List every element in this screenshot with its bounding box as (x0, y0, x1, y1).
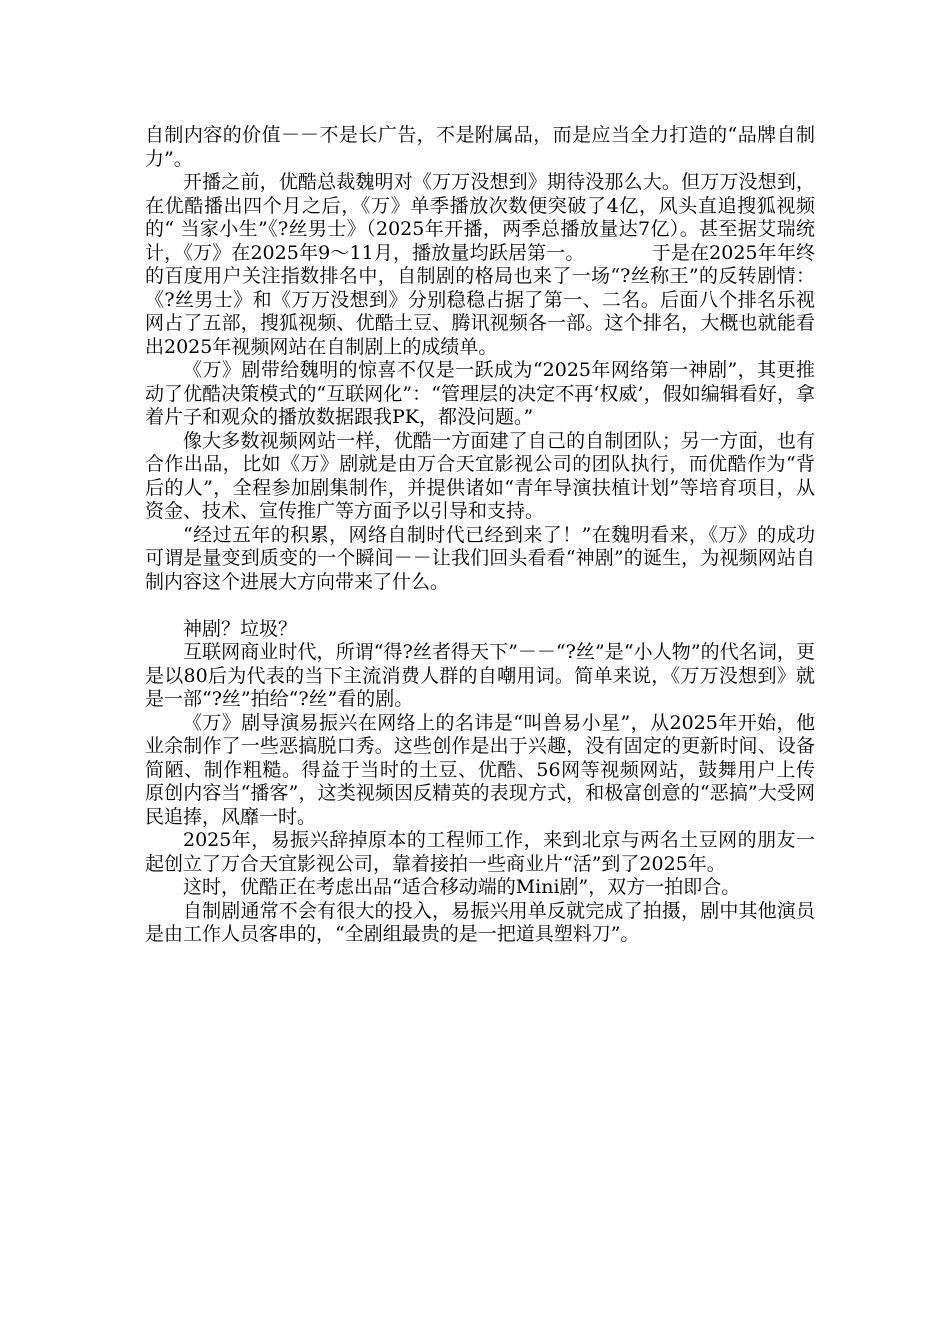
paragraph-4: 像大多数视频网站一样，优酷一方面建了自己的自制团队；另一方面，也有合作出品，比如《万》剧就是由万合天宜影视公司的团队执行，而优酷作为“背后的人”，全程参加剧集制作，并提供诸如“青年导演扶植计划”等培育项目，从资金、技术、宣传推广等方面予以引导和支持。 (145, 429, 815, 522)
paragraph-5: “经过五年的积累，网络自制时代已经到来了！”在魏明看来，《万》的成功可谓是量变到质变的一个瞬间－－让我们回头看看“神剧”的诞生，为视频网站自制内容这个进展大方向带来了什么。 (145, 523, 815, 593)
paragraph-7: 《万》剧导演易振兴在网络上的名讳是“叫兽易小星”，从2025年开始，他业余制作了一些恶搞脱口秀。这些创作是出于兴趣，没有固定的更新时间、设备简陋、制作粗糙。得益于当时的土豆、优酷、56网等视频网站，鼓舞用户上传原创内容当“播客”，这类视频因反精英的表现方式，和极富创意的“恶搞”大受网民追捧，风靡一时。 (145, 711, 815, 828)
paragraph-10: 自制剧通常不会有很大的投入，易振兴用单反就完成了拍摄，剧中其他演员是由工作人员客串的，“全剧组最贵的是一把道具塑料刀”。 (145, 899, 815, 945)
paragraph-2: 开播之前，优酷总裁魏明对《万万没想到》期待没那么大。但万万没想到，在优酷播出四个月之后，《万》单季播放次数便突破了4亿，风头直追搜狐视频的“ 当家小生”《?丝男士》（2025年开播，两季总播放量达7亿）。甚至据艾瑞统计，《万》在2025年9～11月，播放量均跃居第一。 于是在2025年年终的百度用户关注指数排名中，自制剧的格局也来了一场“?丝称王”的反转剧情：《?丝男士》和《万万没想到》分别稳稳占据了第一、二名。后面八个排名乐视网占了五部，搜狐视频、优酷土豆、腾讯视频各一部。这个排名，大概也就能看出2025年视频网站在自制剧上的成绩单。 (145, 171, 815, 358)
paragraph-1: 自制内容的价值－－不是长广告，不是附属品，而是应当全力打造的“品牌自制力”。 (145, 124, 815, 170)
paragraph-8: 2025年，易振兴辞掉原本的工程师工作，来到北京与两名土豆网的朋友一起创立了万合天宜影视公司，靠着接拍一些商业片“活”到了2025年。 (145, 829, 815, 875)
article-body (145, 124, 815, 947)
paragraph-3: 《万》剧带给魏明的惊喜不仅是一跃成为“2025年网络第一神剧”，其更推动了优酷决策模式的“互联网化”：“管理层的决定不再‘权威’，假如编辑看好，拿着片子和观众的播放数据跟我PK，都没问题。” (145, 359, 815, 428)
section-spacer (145, 594, 815, 618)
paragraph-6: 互联网商业时代，所谓“得?丝者得天下”－－“?丝”是“小人物”的代名词，更是以80后为代表的当下主流消费人群的自嘲用词。简单来说，《万万没想到》就是一部“?丝”拍给“?丝”看的剧。 (145, 641, 815, 710)
paragraph-9: 这时，优酷正在考虑出品“适合移动端的Mini剧”，双方一拍即合。 (183, 876, 741, 898)
section-heading: 神剧？垃圾？ (183, 617, 298, 640)
